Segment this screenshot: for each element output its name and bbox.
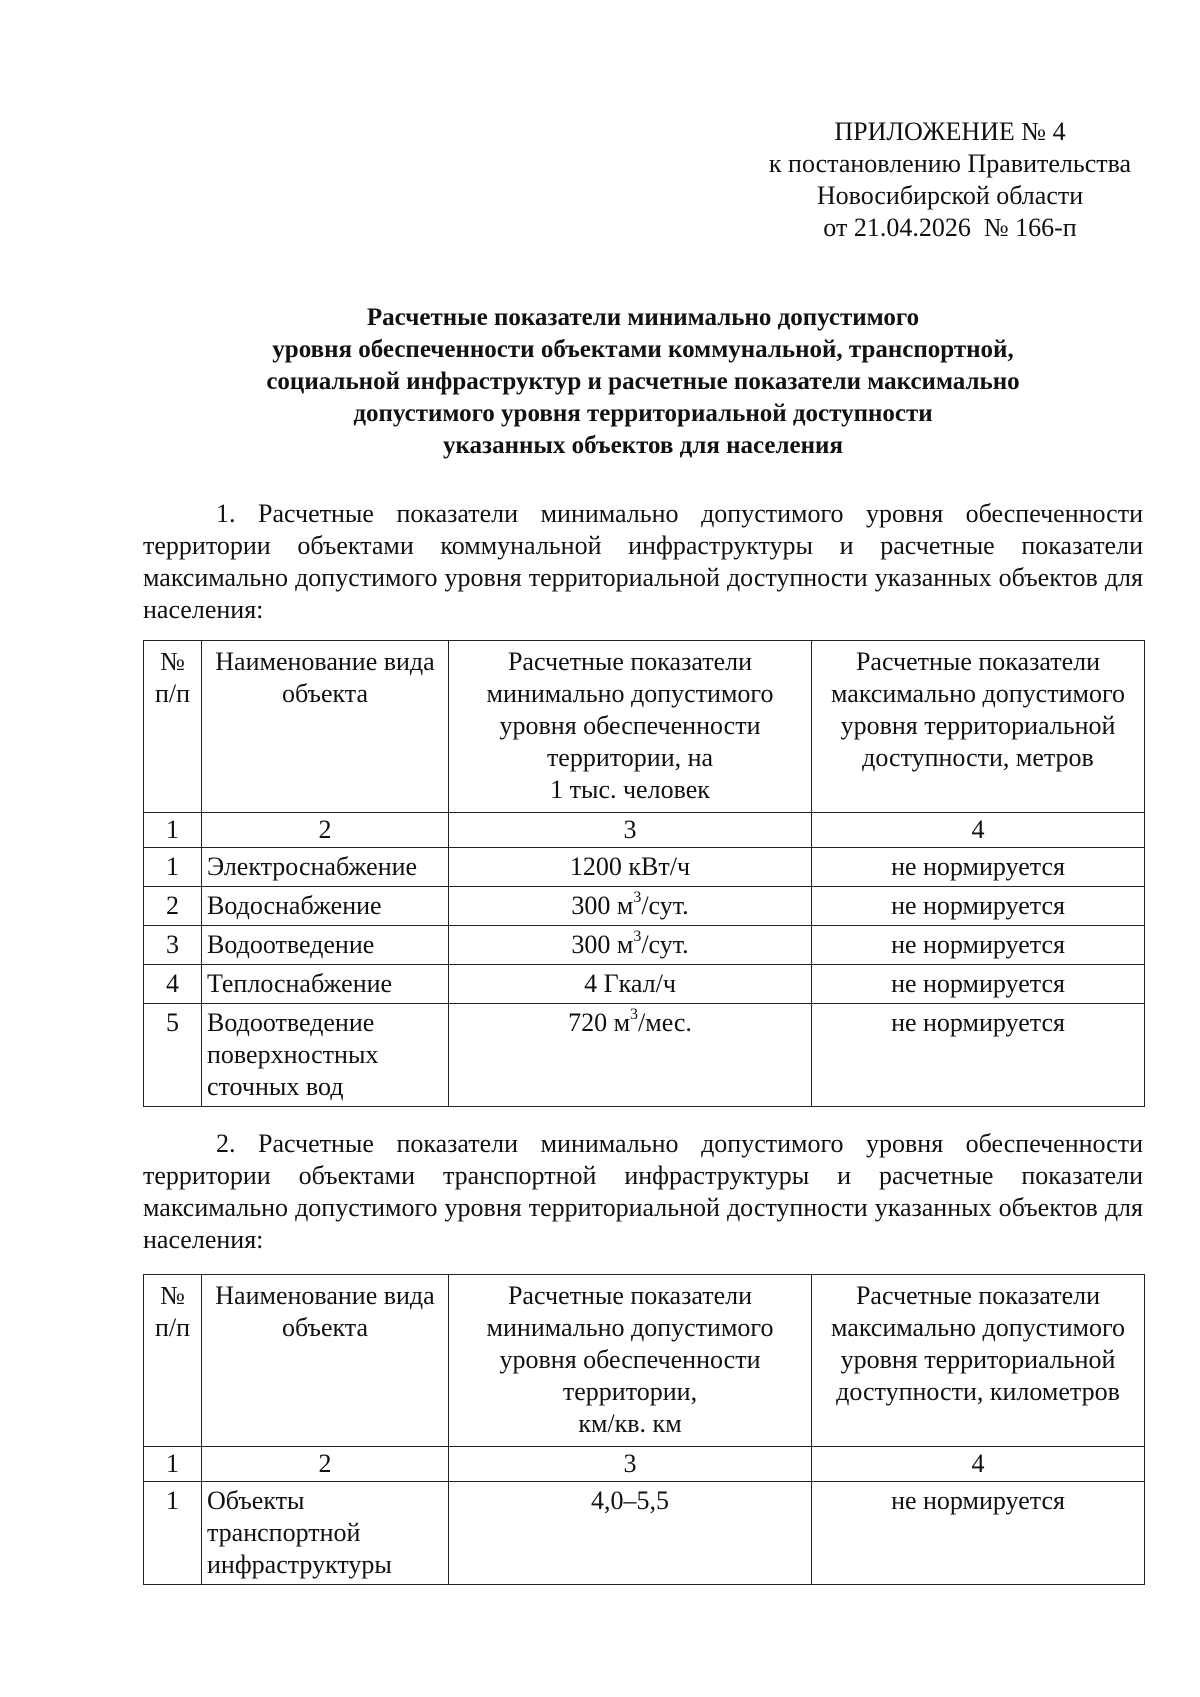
value-superscript: 3 (630, 1006, 639, 1024)
provision-value (449, 887, 812, 926)
header-number (144, 1275, 202, 1447)
document-title (143, 302, 1143, 462)
appendix-region: Новосибирской области (816, 181, 1084, 210)
value-text: 720 м (568, 1008, 631, 1037)
title-line: допустимого уровня территориальной доступности (353, 400, 933, 427)
column-number: 4 (812, 813, 1145, 848)
row-number: 4 (144, 965, 202, 1004)
section2-intro: 2. Расчетные показатели минимально допустимого уровня обеспеченности территории объектами транспортной инфраструктуры и расчетные показатели максимально допустимого уровня территориальной доступности указанных объектов для населения: (143, 1129, 1143, 1254)
row-number: 1 (144, 848, 202, 887)
provision-value (449, 1004, 812, 1107)
row-number: 2 (144, 887, 202, 926)
transport-infrastructure-table (143, 1274, 1145, 1585)
value-superscript: 3 (633, 928, 642, 946)
header-object-name: Наименование вида объекта (202, 1275, 449, 1447)
table-row (144, 848, 1145, 887)
value-suffix: /сут. (641, 891, 689, 920)
appendix-number: ПРИЛОЖЕНИЕ № 4 (834, 117, 1066, 146)
value-text: 300 м (571, 930, 634, 959)
header-number-pp: п/п (154, 679, 191, 708)
communal-infrastructure-table (143, 640, 1145, 1107)
row-number: 1 (144, 1482, 202, 1585)
title-line: уровня обеспеченности объектами коммунальной, транспортной, (272, 336, 1014, 363)
column-number: 1 (144, 813, 202, 848)
table-row (144, 965, 1145, 1004)
provision-value (449, 926, 812, 965)
column-number: 1 (144, 1447, 202, 1482)
header-number-pp: п/п (154, 1313, 191, 1342)
table-header-row (144, 641, 1145, 813)
accessibility-value: не нормируется (812, 965, 1145, 1004)
table-row (144, 1482, 1145, 1585)
object-name: Электроснабжение (202, 848, 449, 887)
accessibility-value: не нормируется (812, 887, 1145, 926)
header-object-name: Наименование вида объекта (202, 641, 449, 813)
value-suffix: /сут. (641, 930, 689, 959)
table-row (144, 926, 1145, 965)
title-line: Расчетные показатели минимально допустимого (366, 304, 920, 331)
object-name: Водоотведение поверхностных сточных вод (202, 1004, 449, 1107)
header-accessibility: Расчетные показатели максимально допустимого уровня территориальной доступности, километров (812, 1275, 1145, 1447)
accessibility-value: не нормируется (812, 1004, 1145, 1107)
header-provision-unit: км/кв. км (578, 1409, 682, 1438)
provision-value (449, 848, 812, 887)
header-provision (449, 1275, 812, 1447)
column-number: 3 (449, 813, 812, 848)
object-name: Водоотведение (202, 926, 449, 965)
row-number: 3 (144, 926, 202, 965)
object-name: Теплоснабжение (202, 965, 449, 1004)
column-number: 2 (202, 1447, 449, 1482)
column-number-row (144, 1447, 1145, 1482)
row-number: 5 (144, 1004, 202, 1107)
appendix-to-resolution: к постановлению Правительства (768, 149, 1132, 178)
object-name: Водоснабжение (202, 887, 449, 926)
title-line: указанных объектов для населения (443, 432, 843, 459)
provision-value (449, 965, 812, 1004)
provision-value: 4,0–5,5 (449, 1482, 812, 1585)
column-number: 4 (812, 1447, 1145, 1482)
title-line: социальной инфраструктур и расчетные показатели максимально (266, 368, 1020, 395)
value-text: 1200 кВт/ч (569, 852, 691, 881)
column-number: 2 (202, 813, 449, 848)
accessibility-value: не нормируется (812, 926, 1145, 965)
header-number-sign: № (160, 1281, 185, 1310)
header-accessibility: Расчетные показатели максимально допустимого уровня территориальной доступности, метров (812, 641, 1145, 813)
appendix-date-number: от 21.04.2026 № 166-п (823, 213, 1077, 242)
section1-intro: 1. Расчетные показатели минимально допустимого уровня обеспеченности территории объектами коммунальной инфраструктуры и расчетные показатели максимально допустимого уровня территориальной доступности указанных объектов для населения: (143, 499, 1143, 624)
column-number-row (144, 813, 1145, 848)
table-header-row (144, 1275, 1145, 1447)
value-text: 300 м (571, 891, 634, 920)
accessibility-value: не нормируется (812, 1482, 1145, 1585)
object-name: Объекты транспортной инфраструктуры (202, 1482, 449, 1585)
accessibility-value: не нормируется (812, 848, 1145, 887)
header-provision-text: Расчетные показатели минимально допустимого уровня обеспеченности территории, на (486, 647, 774, 772)
header-provision-unit: 1 тыс. человек (550, 775, 710, 804)
header-provision (449, 641, 812, 813)
table-row (144, 1004, 1145, 1107)
value-text: 4 Гкал/ч (584, 969, 676, 998)
column-number: 3 (449, 1447, 812, 1482)
appendix-header (740, 116, 1160, 244)
header-provision-text: Расчетные показатели минимально допустимого уровня обеспеченности территории, (486, 1281, 774, 1406)
value-suffix: /мес. (638, 1008, 692, 1037)
value-superscript: 3 (633, 889, 642, 907)
header-number (144, 641, 202, 813)
header-number-sign: № (160, 647, 185, 676)
table-row (144, 887, 1145, 926)
